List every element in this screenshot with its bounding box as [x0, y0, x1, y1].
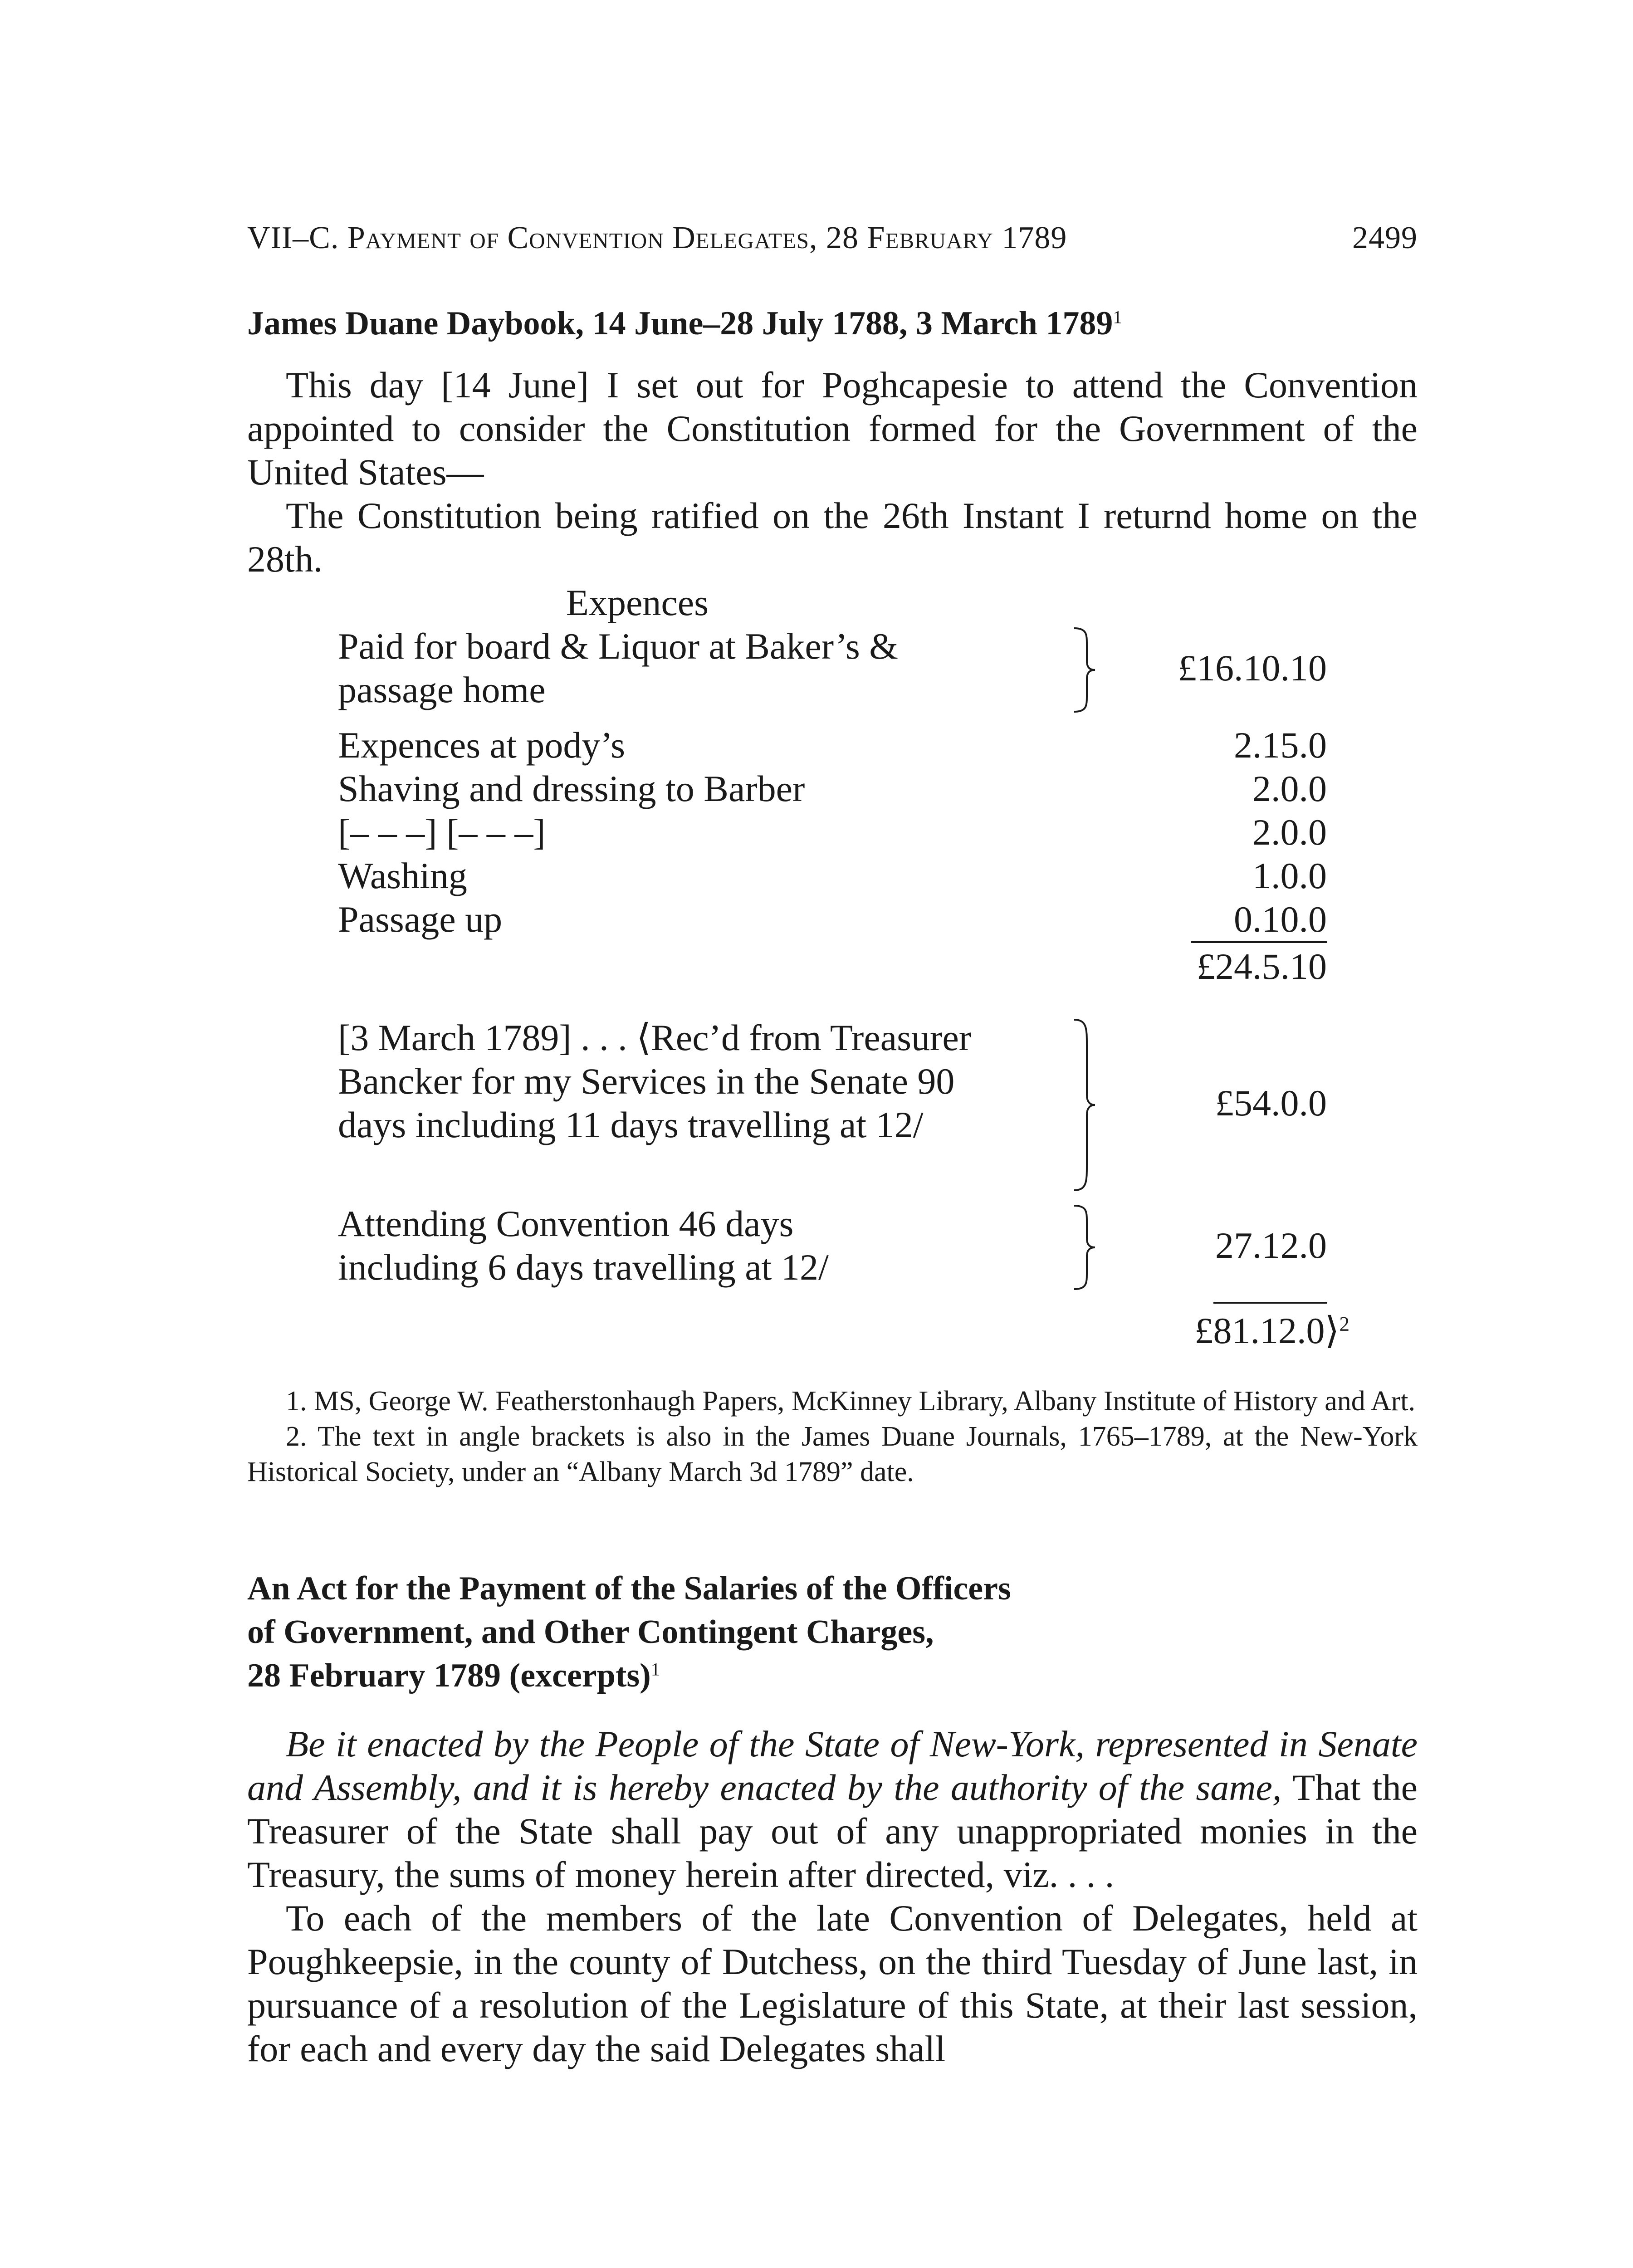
- paragraph: This day [14 June] I set out for Poghcapesie to attend the Convention appointed to consider the Constitution formed for the Government of the United States—: [247, 364, 1418, 493]
- page: [247, 213, 1418, 2071]
- right-brace-icon: [1071, 626, 1098, 714]
- account-grand-total: £81.12.0⟩$^2$: [1194, 1310, 1349, 1351]
- footnote-ref: 2: [1339, 1312, 1349, 1335]
- account-row: [338, 898, 1327, 941]
- account-amount: £16.10.10: [1178, 647, 1327, 689]
- act-heading-line: An Act for the Payment of the Salaries of the Officers: [247, 1570, 1011, 1607]
- account-table: [338, 625, 1349, 1357]
- account-amount: 27.12.0: [1215, 1225, 1327, 1266]
- page-number: 2499: [1352, 220, 1418, 255]
- footnote: 2. The text in angle brackets is also in the James Duane Journals, 1765–1789, at the New-York Historical Society, under an “Albany March 3d 1789” date.: [247, 1421, 1418, 1487]
- act-heading: [247, 1567, 1238, 1697]
- account-row: [338, 854, 1327, 898]
- account-amount: 2.15.0: [1234, 724, 1327, 766]
- account-description: [3 March 1789] . . . ⟨Rec’d from Treasurer Bancker for my Services in the Senate 90 days including 11 days travelling at 12/: [338, 1017, 972, 1145]
- footnotes: [247, 1383, 1418, 1490]
- footnote: 1. MS, George W. Featherstonhaugh Papers, McKinney Library, Albany Institute of History and Art.: [286, 1386, 1415, 1417]
- account-row: [338, 723, 1327, 767]
- account-amount: 2.0.0: [1252, 811, 1327, 853]
- account-total-row: [338, 1307, 1349, 1357]
- account-row: [338, 625, 1327, 712]
- heading-text: James Duane Daybook, 14 June–28 July 1788, 3 March 1789: [247, 305, 1113, 342]
- account-row: [338, 1016, 1327, 1190]
- enacting-clause: Be it enacted by the People of the State of New-York, represented in Senate and Assembly, and it is hereby enacted by the authority of the same,: [247, 1723, 1418, 1808]
- account-description: Attending Convention 46 days including 6 days travelling at 12/: [338, 1203, 829, 1288]
- account-row: [338, 767, 1327, 811]
- account-amount: £54.0.0: [1215, 1082, 1327, 1124]
- total-rule: [1213, 1302, 1327, 1304]
- account-amount: 0.10.0: [1191, 898, 1327, 943]
- account-description: Shaving and dressing to Barber: [338, 768, 805, 809]
- account-total-row: [338, 941, 1327, 991]
- account-amount: 1.0.0: [1252, 855, 1327, 896]
- account-row: [338, 811, 1327, 854]
- account-row: [338, 1202, 1327, 1289]
- footnote-ref: 1: [650, 1659, 660, 1680]
- right-brace-icon: [1071, 1018, 1098, 1192]
- account-amount: 2.0.0: [1252, 768, 1327, 809]
- account-description: Passage up: [338, 899, 503, 940]
- right-brace-icon: [1071, 1204, 1098, 1291]
- account-description: Expences at pody’s: [338, 724, 626, 766]
- document-heading: [247, 302, 1418, 345]
- paragraph: To each of the members of the late Convention of Delegates, held at Poughkeepsie, in the county of Dutchess, on the third Tuesday of June last, in pursuance of a resolution of the Legislature of this State, at their last session, for each and every day the said Delegates shall: [247, 1897, 1418, 2069]
- account-description: [– – –] [– – –]: [338, 811, 546, 853]
- accounts-title: Expences: [566, 582, 709, 623]
- paragraph: Be it enacted by the People of the State of New-York, represented in Senate and Assembly, and it is hereby enacted by the authority of the same, That the Treasurer of the State shall pay out of any unappropriated monies in the Treasury, the sums of money herein after directed, viz. . . .: [247, 1723, 1418, 1895]
- footnote-ref: 1: [1113, 307, 1122, 327]
- account-description: Washing: [338, 855, 467, 896]
- account-total: £24.5.10: [1197, 946, 1327, 987]
- paragraph: The Constitution being ratified on the 26th Instant I returnd home on the 28th.: [247, 495, 1418, 580]
- account-description: Paid for board & Liquor at Baker’s & passage home: [338, 626, 899, 710]
- act-heading-line: of Government, and Other Contingent Charges,: [247, 1613, 934, 1651]
- running-head-title: VII–C. Payment of Convention Delegates, 28 February 1789: [247, 220, 1067, 255]
- running-head: [247, 213, 1418, 263]
- act-heading-line-last: 28 February 1789 (excerpts)$^1$: [247, 1657, 660, 1694]
